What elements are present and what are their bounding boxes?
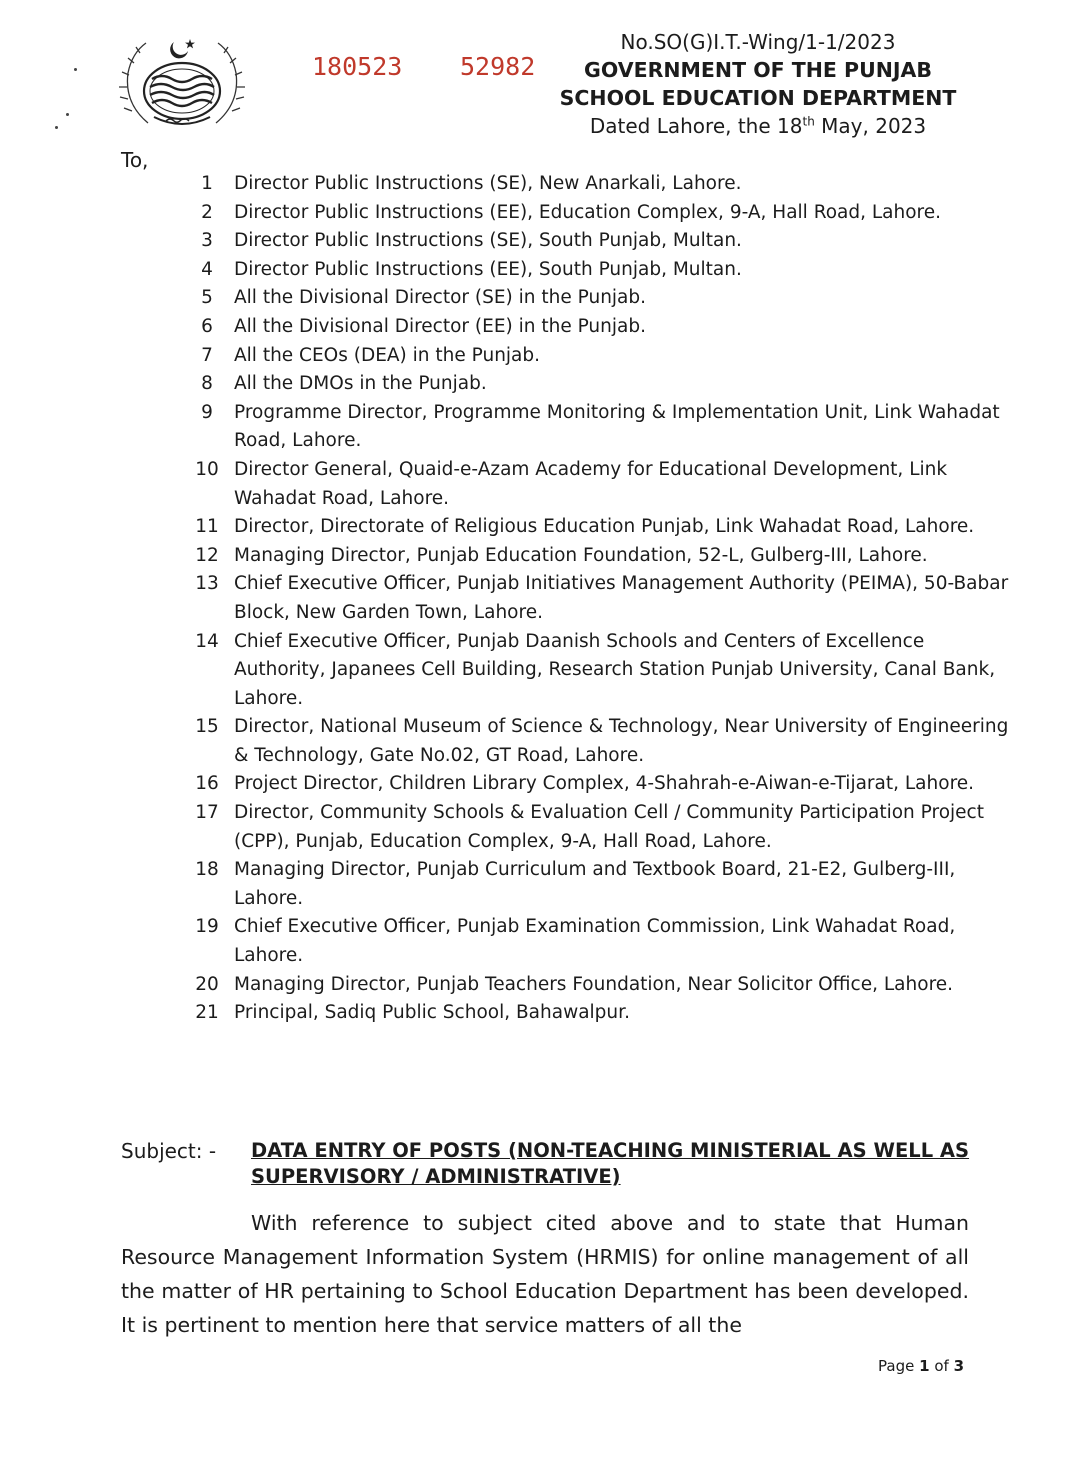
recipient-number: 16 xyxy=(195,773,219,795)
recipient-number: 11 xyxy=(195,516,219,538)
recipient-address: Director, National Museum of Science & Technology, Near University of Engineering & Technology, Gate No.02, GT Road, Lahore. xyxy=(234,716,1009,766)
list-item xyxy=(180,313,1020,342)
recipient-address: Director, Directorate of Religious Education Punjab, Link Wahadat Road, Lahore. xyxy=(234,516,975,538)
recipient-number: 2 xyxy=(201,201,213,223)
date-prefix: Dated Lahore, the 18 xyxy=(589,114,803,138)
recipient-address: Chief Executive Officer, Punjab Daanish Schools and Centers of Excellence Authority, Japanees Cell Building, Research Station Punjab University, Canal Bank, Lahore. xyxy=(234,630,996,709)
punjab-emblem-icon xyxy=(118,33,246,133)
recipient-address: All the DMOs in the Punjab. xyxy=(234,373,487,395)
list-item xyxy=(180,971,1020,1000)
page-current: 1 xyxy=(919,1357,930,1375)
list-item xyxy=(180,170,1020,199)
recipient-address: Managing Director, Punjab Curriculum and Textbook Board, 21-E2, Gulberg-III, Lahore. xyxy=(234,859,956,909)
recipient-address: Managing Director, Punjab Education Foundation, 52-L, Gulberg-III, Lahore. xyxy=(234,544,928,566)
recipient-number: 9 xyxy=(201,401,213,423)
list-item xyxy=(180,713,1020,770)
list-item xyxy=(180,999,1020,1028)
subject-line xyxy=(121,1138,981,1190)
subject-text: DATA ENTRY OF POSTS (NON-TEACHING MINISTERIAL AS WELL AS SUPERVISORY / ADMINISTRATIVE) xyxy=(251,1139,970,1188)
list-item xyxy=(180,399,1020,456)
recipient-number: 3 xyxy=(201,230,213,252)
list-item xyxy=(180,284,1020,313)
list-item xyxy=(180,542,1020,571)
recipient-address: All the Divisional Director (SE) in the Punjab. xyxy=(234,287,647,309)
recipient-address: Director Public Instructions (EE), South Punjab, Multan. xyxy=(234,258,742,280)
diary-stamp-number: 52982 xyxy=(460,52,536,81)
recipient-address: Director Public Instructions (SE), New Anarkali, Lahore. xyxy=(234,173,742,194)
list-item xyxy=(180,342,1020,371)
recipient-address: Principal, Sadiq Public School, Bahawalpur. xyxy=(234,1002,630,1024)
recipient-address: All the CEOs (DEA) in the Punjab. xyxy=(234,344,541,366)
subject-label: Subject: - xyxy=(121,1139,217,1163)
recipient-address: Director Public Instructions (SE), South Punjab, Multan. xyxy=(234,230,742,252)
recipient-list xyxy=(180,170,1020,1028)
recipient-number: 13 xyxy=(195,573,219,595)
scan-speck xyxy=(66,113,69,116)
list-item xyxy=(180,256,1020,285)
letter-header xyxy=(548,28,968,140)
letter-date xyxy=(548,112,968,140)
recipient-address: Managing Director, Punjab Teachers Foundation, Near Solicitor Office, Lahore. xyxy=(234,973,954,995)
recipient-number: 8 xyxy=(201,373,213,395)
date-rest: May, 2023 xyxy=(814,114,927,138)
list-item xyxy=(180,570,1020,627)
reference-number: No.SO(G)I.T.-Wing/1-1/2023 xyxy=(620,30,896,54)
recipient-number: 20 xyxy=(195,973,219,995)
government-name: GOVERNMENT OF THE PUNJAB xyxy=(584,58,932,82)
recipient-address: Project Director, Children Library Complex, 4-Shahrah-e-Aiwan-e-Tijarat, Lahore. xyxy=(234,773,975,795)
recipient-address: Chief Executive Officer, Punjab Initiatives Management Authority (PEIMA), 50-Babar Block, New Garden Town, Lahore. xyxy=(234,573,1009,623)
page-total: 3 xyxy=(953,1357,965,1375)
list-item xyxy=(180,227,1020,256)
recipient-number: 6 xyxy=(201,315,213,337)
receipt-stamp-number: 180523 xyxy=(312,52,403,81)
recipient-address: Director, Community Schools & Evaluation Cell / Community Participation Project (CPP), Punjab, Education Complex, 9-A, Hall Road, Lahore. xyxy=(234,802,984,852)
scan-speck xyxy=(55,126,58,129)
recipient-address: Director Public Instructions (EE), Education Complex, 9-A, Hall Road, Lahore. xyxy=(234,201,942,223)
list-item xyxy=(180,856,1020,913)
department-name: SCHOOL EDUCATION DEPARTMENT xyxy=(559,86,957,110)
recipient-number: 1 xyxy=(201,173,213,194)
recipient-address: Chief Executive Officer, Punjab Examination Commission, Link Wahadat Road, Lahore. xyxy=(234,916,956,967)
recipient-address: Programme Director, Programme Monitoring & Implementation Unit, Link Wahadat Road, Lahore. xyxy=(234,401,1000,452)
page-word: Page xyxy=(878,1357,915,1375)
recipient-number: 12 xyxy=(195,544,219,566)
to-label: To, xyxy=(121,148,149,172)
scan-speck xyxy=(74,68,77,71)
list-item xyxy=(180,199,1020,228)
list-item xyxy=(180,370,1020,399)
body-paragraph: With reference to subject cited above and to state that Human Resource Management Information System (HRMIS) for online management of all the matter of HR pertaining to School Education Department has been developed. It is pertinent to mention here that service matters of all the xyxy=(121,1211,969,1337)
recipient-number: 19 xyxy=(195,916,219,938)
recipient-number: 4 xyxy=(201,258,213,280)
recipient-number: 18 xyxy=(195,859,219,881)
list-item xyxy=(180,513,1020,542)
recipient-number: 15 xyxy=(195,716,219,738)
list-item xyxy=(180,770,1020,799)
recipient-number: 7 xyxy=(201,344,213,366)
date-ordinal-suffix: th xyxy=(802,114,815,129)
recipient-address: Director General, Quaid-e-Azam Academy for Educational Development, Link Wahadat Road, Lahore. xyxy=(234,458,948,509)
page-of: of xyxy=(934,1357,949,1375)
list-item xyxy=(180,456,1020,513)
recipient-address: All the Divisional Director (EE) in the Punjab. xyxy=(234,315,646,337)
recipient-number: 10 xyxy=(195,458,219,480)
list-item xyxy=(180,913,1020,970)
list-item xyxy=(180,628,1020,714)
recipient-number: 17 xyxy=(195,802,219,824)
page-number xyxy=(878,1357,964,1375)
recipient-number: 21 xyxy=(195,1002,219,1024)
recipient-number: 14 xyxy=(195,630,219,652)
list-item xyxy=(180,799,1020,856)
recipient-number: 5 xyxy=(201,287,213,309)
